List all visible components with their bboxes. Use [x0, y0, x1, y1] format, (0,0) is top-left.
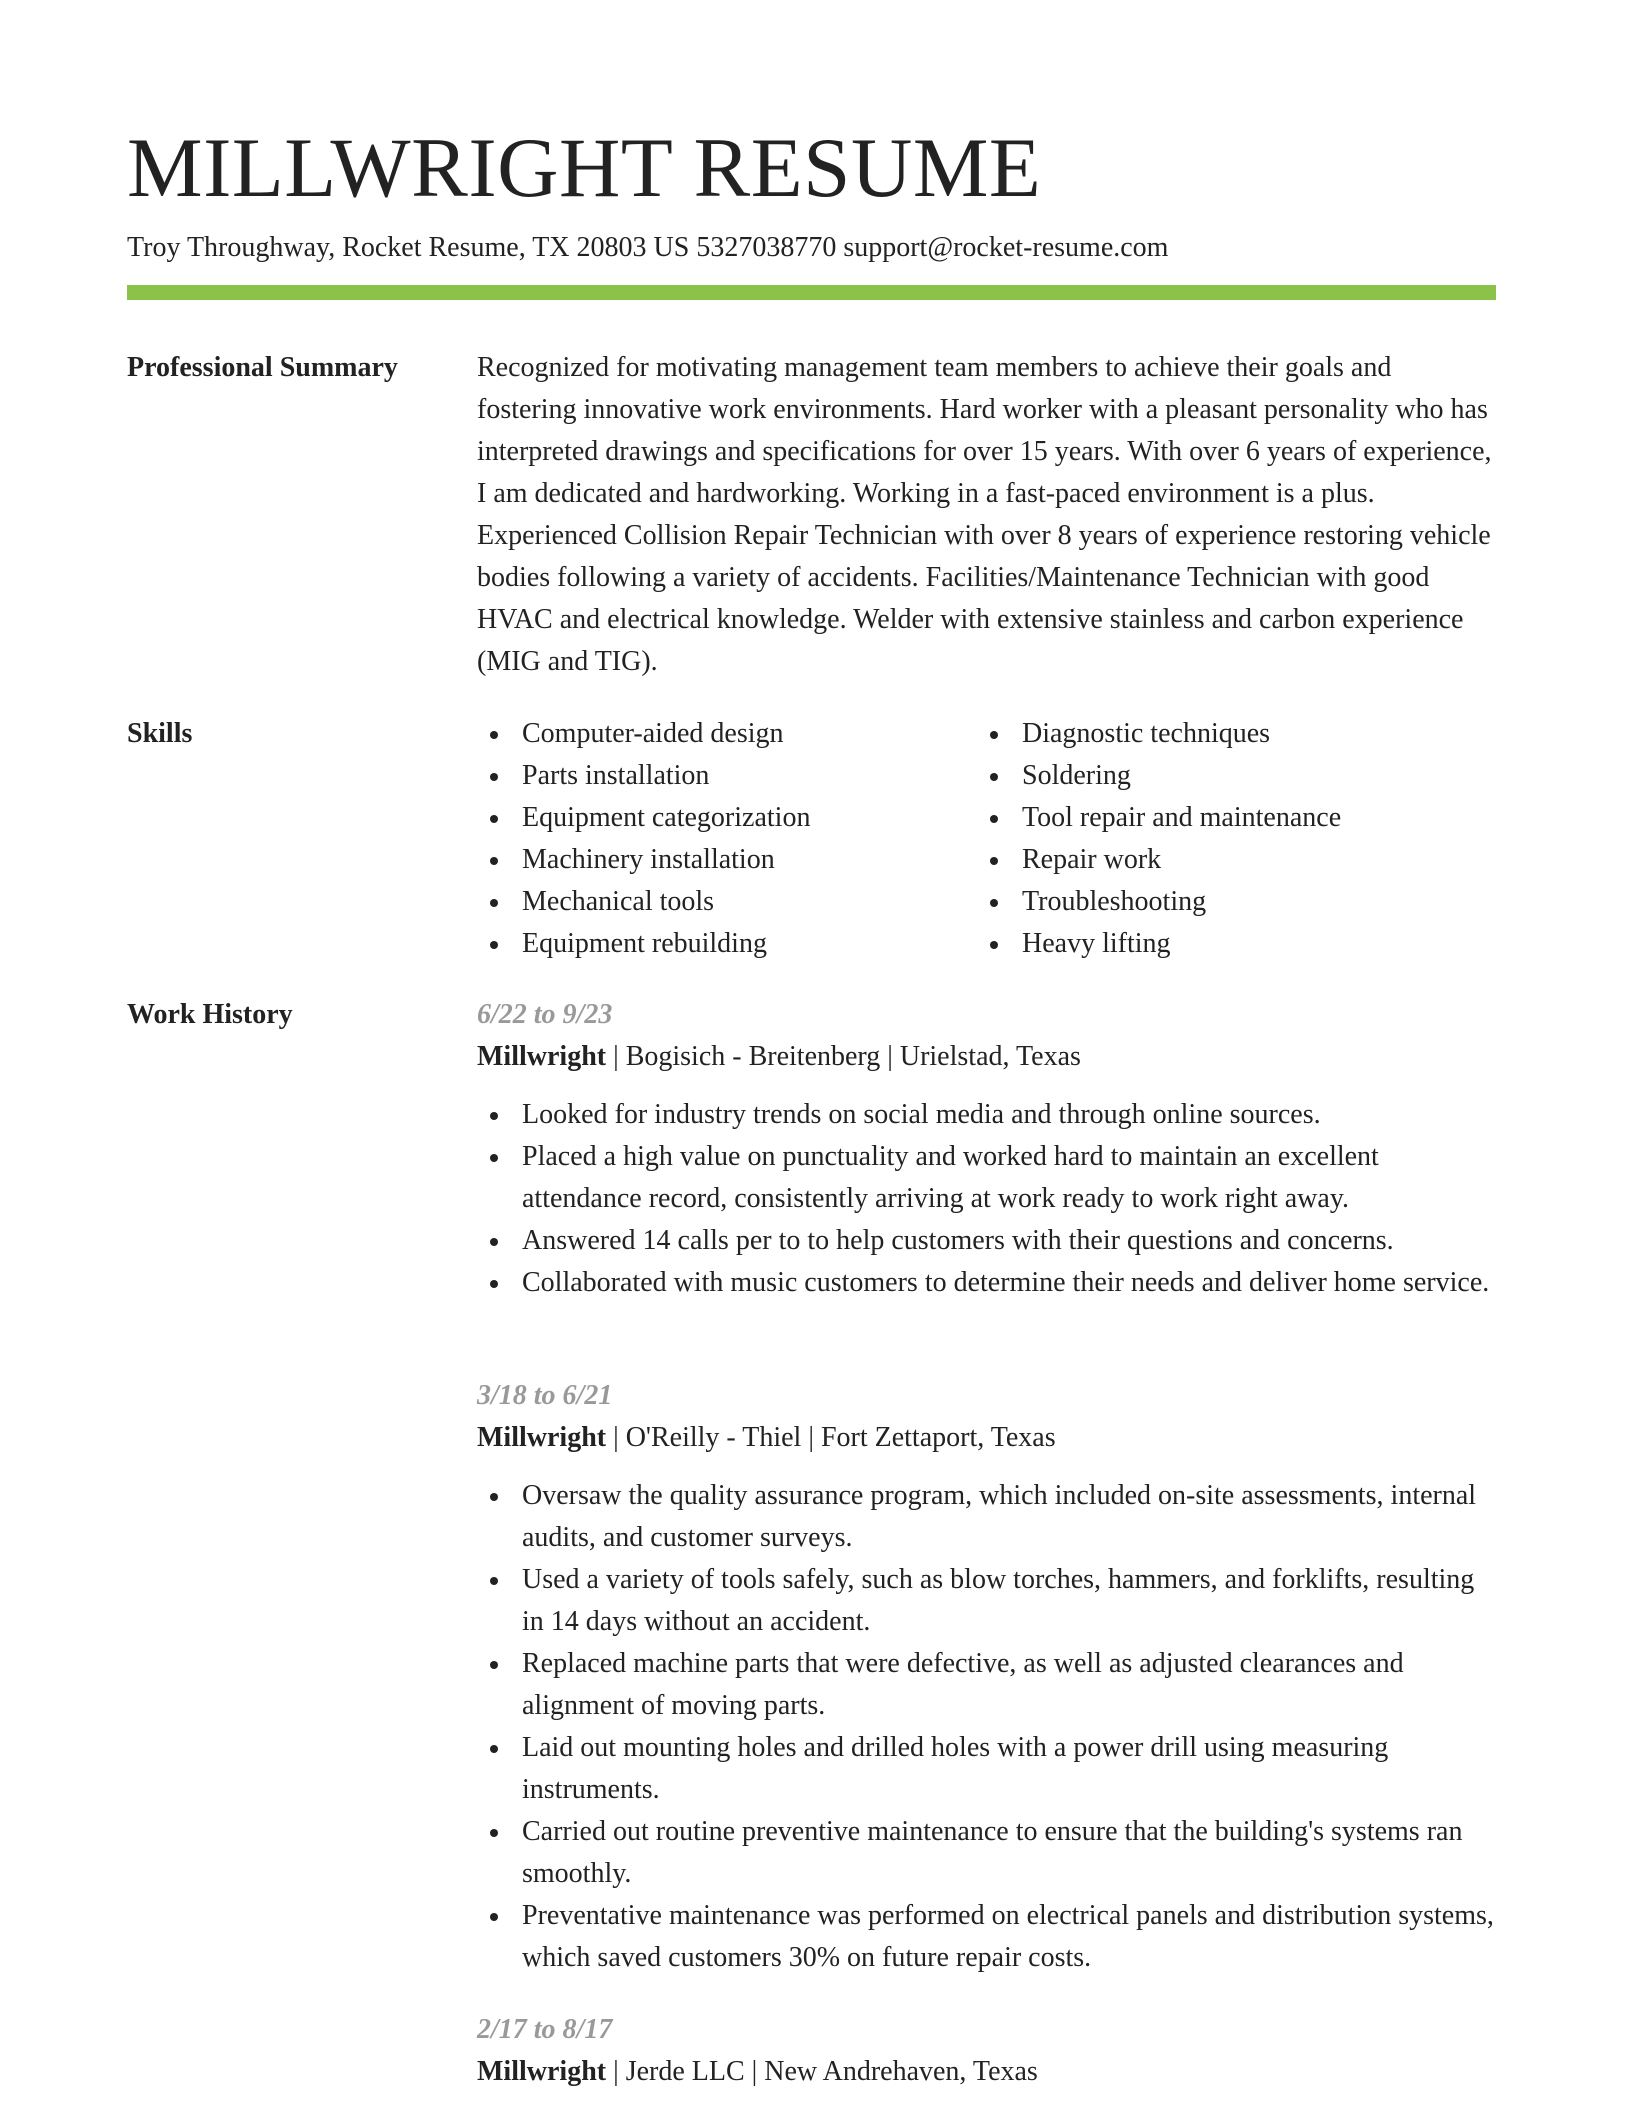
resume-title: MILLWRIGHT RESUME	[127, 121, 1042, 215]
job-bullets	[477, 1475, 1496, 1979]
accent-divider	[127, 285, 1496, 300]
skills-list-left	[477, 713, 957, 965]
skill-item: Parts installation	[477, 755, 957, 797]
skill-item: Equipment categorization	[477, 797, 957, 839]
skill-item: Equipment rebuilding	[477, 923, 957, 965]
job-role: Millwright	[477, 1041, 607, 1072]
job-role-line	[477, 1036, 1496, 1078]
job-bullet: Carried out routine preventive maintenance to ensure that the building's systems ran smoothly.	[477, 1811, 1496, 1895]
skill-item: Mechanical tools	[477, 881, 957, 923]
job-bullet: Preventative maintenance was performed on electrical panels and distribution systems, which saved customers 30% on future repair costs.	[477, 1895, 1496, 1979]
skill-item: Computer-aided design	[477, 713, 957, 755]
job-dates: 3/18 to 6/21	[477, 1380, 613, 1411]
job-bullets	[477, 1094, 1496, 1304]
job-bullet: Used a variety of tools safely, such as blow torches, hammers, and forklifts, resulting in 14 days without an accident.	[477, 1559, 1496, 1643]
job-company: Bogisich - Breitenberg	[625, 1041, 881, 1072]
job-role-line	[477, 1417, 1496, 1459]
job-company: Jerde LLC	[625, 2056, 745, 2087]
skills-section	[477, 713, 1496, 973]
skill-item: Machinery installation	[477, 839, 957, 881]
job-role: Millwright	[477, 2056, 607, 2087]
job-bullet: Laid out mounting holes and drilled holes with a power drill using measuring instruments.	[477, 1727, 1496, 1811]
job-entry	[477, 994, 1496, 1304]
separator: |	[808, 1422, 814, 1453]
job-bullet: Replaced machine parts that were defective, as well as adjusted clearances and alignment of moving parts.	[477, 1643, 1496, 1727]
skill-item: Troubleshooting	[977, 881, 1457, 923]
skill-item: Tool repair and maintenance	[977, 797, 1457, 839]
job-bullet: Oversaw the quality assurance program, which included on-site assessments, internal audits, and customer surveys.	[477, 1475, 1496, 1559]
separator: |	[887, 1041, 893, 1072]
job-role-line	[477, 2051, 1496, 2093]
separator: |	[751, 2056, 758, 2087]
summary-text: Recognized for motivating management team members to achieve their goals and fostering innovative work environments. Hard worker with a pleasant personality who has interpreted drawings and specifications for over 15 years. With over 6 years of experience, I am dedicated and hardworking. Working in a fast-paced environment is a plus. Experienced Collision Repair Technician with over 8 years of experience restoring vehicle bodies following a variety of accidents. Facilities/Maintenance Technician with good HVAC and electrical knowledge. Welder with extensive stainless and carbon experience (MIG and TIG).	[477, 352, 1492, 677]
job-location: New Andrehaven, Texas	[764, 2056, 1038, 2087]
separator: |	[613, 1041, 619, 1072]
skill-item: Diagnostic techniques	[977, 713, 1457, 755]
separator: |	[613, 2056, 619, 2087]
work-history-heading: Work History	[127, 999, 293, 1030]
job-role: Millwright	[477, 1422, 607, 1453]
job-bullet: Placed a high value on punctuality and worked hard to maintain an excellent attendance record, consistently arriving at work ready to work right away.	[477, 1136, 1496, 1220]
job-location: Fort Zettaport, Texas	[820, 1422, 1056, 1453]
skills-heading: Skills	[127, 718, 193, 749]
contact-line: Troy Throughway, Rocket Resume, TX 20803 US 5327038770 support@rocket-resume.com	[127, 232, 1169, 263]
skills-list-right	[977, 713, 1457, 965]
job-bullet: Collaborated with music customers to determine their needs and deliver home service.	[477, 1262, 1496, 1304]
job-location: Urielstad, Texas	[899, 1041, 1081, 1072]
job-bullet: Looked for industry trends on social media and through online sources.	[477, 1094, 1496, 1136]
job-dates: 2/17 to 8/17	[477, 2014, 613, 2045]
job-bullet: Answered 14 calls per to to help customers with their questions and concerns.	[477, 1220, 1496, 1262]
job-entry	[477, 2009, 1496, 2093]
skill-item: Soldering	[977, 755, 1457, 797]
skill-item: Heavy lifting	[977, 923, 1457, 965]
job-company: O'Reilly - Thiel	[625, 1422, 802, 1453]
skill-item: Repair work	[977, 839, 1457, 881]
work-history-section	[477, 994, 1496, 2094]
job-entry	[477, 1375, 1496, 1979]
summary-section	[477, 347, 1496, 683]
summary-heading: Professional Summary	[127, 352, 398, 383]
job-dates: 6/22 to 9/23	[477, 999, 613, 1030]
separator: |	[613, 1422, 619, 1453]
